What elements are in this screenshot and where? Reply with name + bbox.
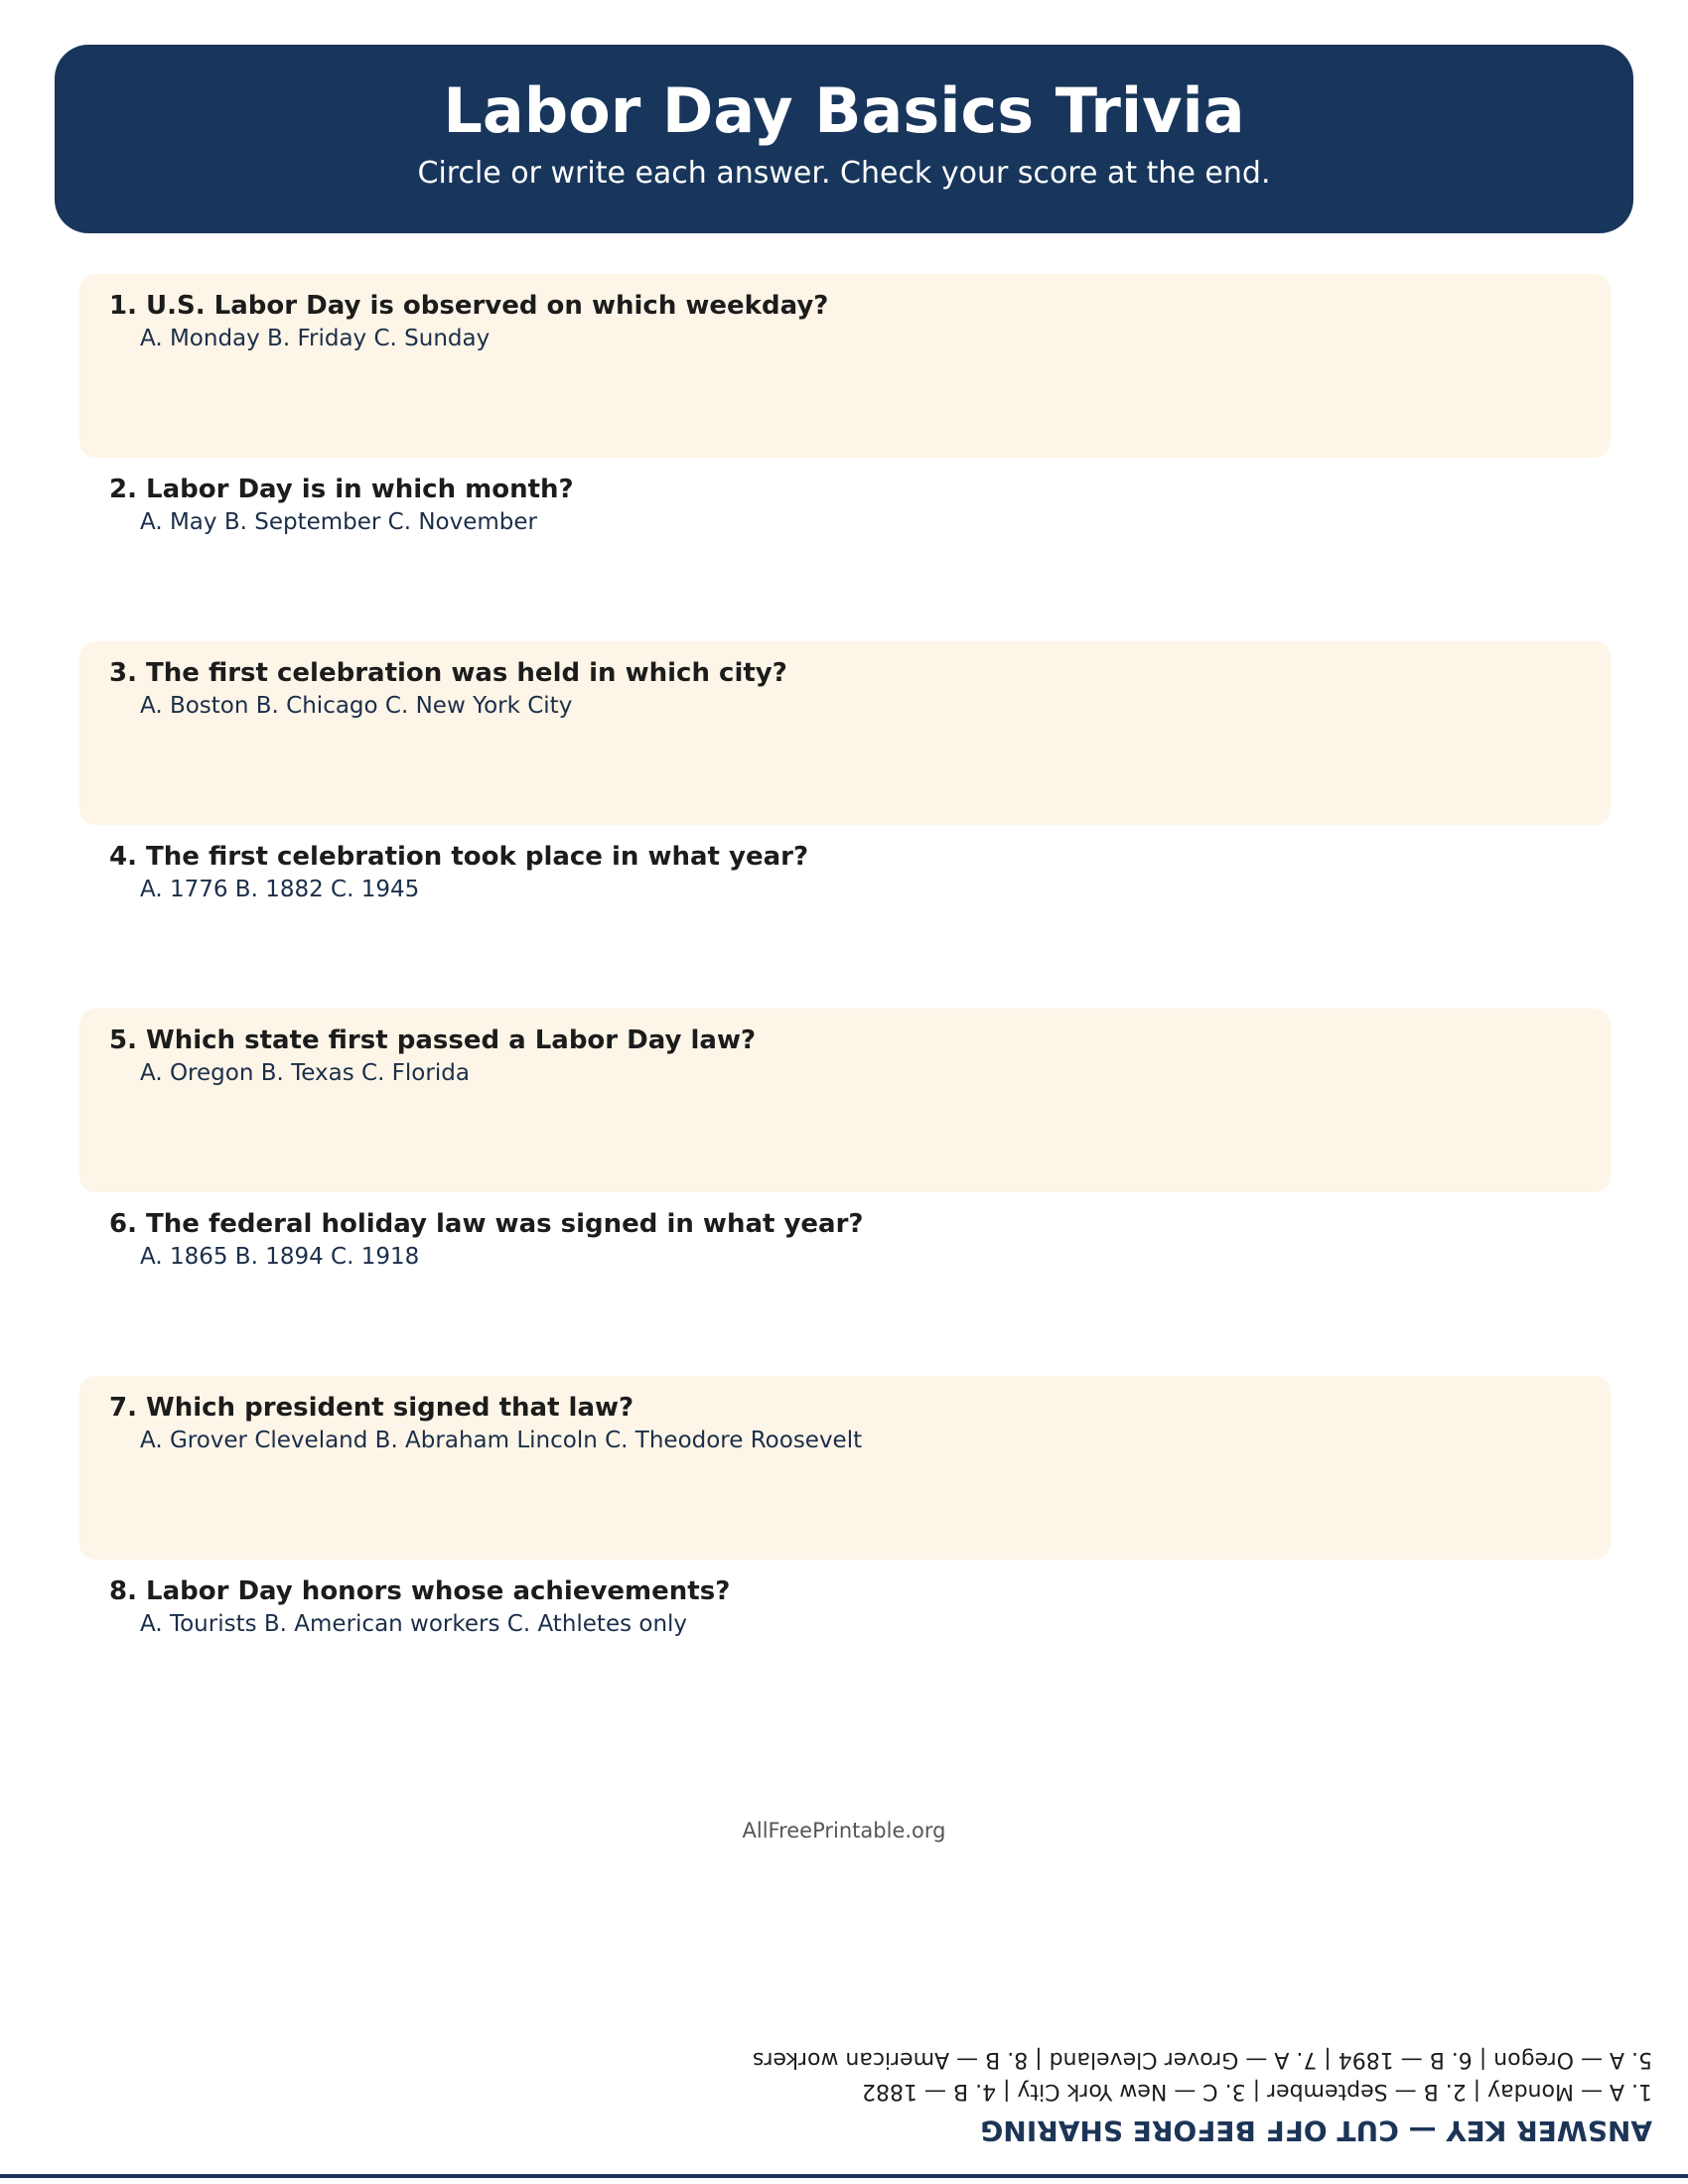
question-6[interactable] <box>79 1192 1611 1376</box>
bottom-divider <box>0 2174 1688 2178</box>
question-4[interactable] <box>79 825 1611 1009</box>
question-options[interactable]: A. Oregon B. Texas C. Florida <box>140 1059 470 1086</box>
question-text: 7. Which president signed that law? <box>109 1393 634 1423</box>
question-text: 5. Which state first passed a Labor Day law? <box>109 1025 757 1055</box>
question-options[interactable]: A. 1865 B. 1894 C. 1918 <box>140 1243 420 1270</box>
question-2[interactable] <box>79 458 1611 641</box>
question-7[interactable] <box>79 1376 1611 1560</box>
answer-key-line-2: 5. A — Oregon | 6. B — 1894 | 7. A — Grover Cleveland | 8. B — American workers <box>752 2047 1652 2072</box>
question-options[interactable]: A. Grover Cleveland B. Abraham Lincoln C. Theodore Roosevelt <box>140 1427 863 1453</box>
question-text: 3. The first celebration was held in which city? <box>109 658 787 688</box>
question-1[interactable] <box>79 274 1611 458</box>
question-options[interactable]: A. May B. September C. November <box>140 508 537 535</box>
answer-key-line-1: 1. A — Monday | 2. B — September | 3. C — New York City | 4. B — 1882 <box>862 2079 1652 2104</box>
question-text: 1. U.S. Labor Day is observed on which weekday? <box>109 291 829 321</box>
title-banner <box>55 45 1633 233</box>
question-text: 8. Labor Day honors whose achievements? <box>109 1576 731 1606</box>
question-list <box>79 274 1611 1743</box>
question-text: 2. Labor Day is in which month? <box>109 475 574 504</box>
site-credit: AllFreePrintable.org <box>742 1819 946 1843</box>
question-options[interactable]: A. 1776 B. 1882 C. 1945 <box>140 876 420 902</box>
question-text: 6. The federal holiday law was signed in what year? <box>109 1209 864 1239</box>
page-subtitle: Circle or write each answer. Check your score at the end. <box>417 156 1271 191</box>
question-text: 4. The first celebration took place in what year? <box>109 842 809 872</box>
question-5[interactable] <box>79 1009 1611 1192</box>
page-title: Labor Day Basics Trivia <box>443 74 1245 147</box>
answer-key <box>0 2040 1688 2159</box>
question-options[interactable]: A. Boston B. Chicago C. New York City <box>140 692 573 719</box>
question-8[interactable] <box>79 1560 1611 1743</box>
answer-key-title: ANSWER KEY — CUT OFF BEFORE SHARING <box>980 2115 1652 2147</box>
question-options[interactable]: A. Tourists B. American workers C. Athletes only <box>140 1610 688 1637</box>
question-options[interactable]: A. Monday B. Friday C. Sunday <box>140 325 491 351</box>
question-3[interactable] <box>79 641 1611 825</box>
